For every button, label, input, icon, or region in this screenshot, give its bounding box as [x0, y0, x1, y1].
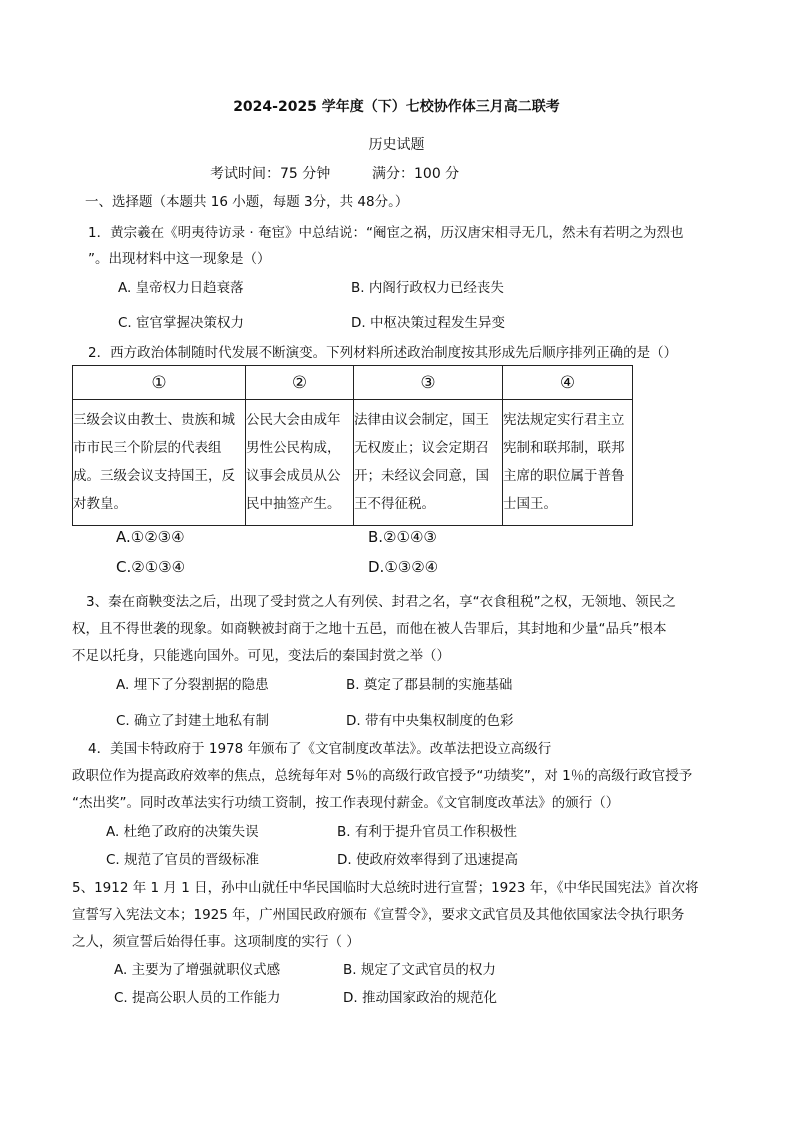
q2-cell-4-text: 宪法规定实行君主立宪制和联邦制，联邦主席的职位属于普鲁士国王。: [503, 412, 625, 512]
q5-stem-line2: 宣誓写入宪法文本；1925 年，广州国民政府颁布《宣誓令》，要求文武官员及其他依国家法令执行职务: [72, 907, 685, 923]
q5-option-b: B. 规定了文武官员的权力: [343, 962, 496, 978]
q4-stem-line2: 政职位作为提高政府效率的焦点，总统每年对 5％的高级行政官授予“功绩奖”，对 1％的高级行政官授予: [72, 768, 693, 784]
q2-cell-2: [246, 400, 354, 526]
q2-cell-3-text: 法律由议会制定，国王无权废止；议会定期召开；未经议会同意，国王不得征税。: [354, 412, 489, 512]
q3-option-c: C. 确立了封建土地私有制: [116, 713, 270, 729]
q4-option-a: A. 杜绝了政府的决策失误: [106, 824, 259, 840]
q2-option-c: C.②①③④: [116, 558, 186, 576]
q3-stem-line2: 权，且不得世袭的现象。如商鞅被封商于之地十五邑，而他在被人告罪后，其封地和少量“品兵”根本: [72, 621, 667, 637]
q2-stem: 2．西方政治体制随时代发展不断演变。下列材料所述政治制度按其形成先后顺序排列正确的是（）: [88, 345, 678, 361]
q1-option-b: B. 内阁行政权力已经丧失: [351, 280, 504, 296]
section-heading: 一、选择题（本题共 16 小题，每题 3分，共 48分。）: [85, 194, 409, 210]
q2-option-d: D.①③②④: [368, 558, 439, 576]
q2-header-4: ④: [503, 366, 633, 400]
q5-stem-line1: 5、1912 年 1 月 1 日，孙中山就任中华民国临时大总统时进行宣誓；1923 年，《中华民国宪法》首次将: [72, 880, 699, 896]
q4-stem-line1: 4．美国卡特政府于 1978 年颁布了《文官制度改革法》。改革法把设立高级行: [88, 741, 552, 757]
q5-stem-line3: 之人，须宣誓后始得任事。这项制度的实行（ ）: [72, 934, 360, 950]
q3-option-b: B. 奠定了郡县制的实施基础: [346, 677, 513, 693]
q4-option-b: B. 有利于提升官员工作积极性: [337, 824, 517, 840]
q2-table: [72, 365, 633, 526]
q5-option-a: A. 主要为了增强就职仪式感: [114, 962, 281, 978]
exam-time: 考试时间：75 分钟: [210, 166, 331, 182]
q2-option-b: B.②①④③: [368, 528, 437, 546]
exam-title: 2024-2025 学年度（下）七校协作体三月高二联考: [233, 99, 560, 115]
q1-stem-line2: ”。出现材料中这一现象是（）: [88, 251, 271, 267]
q1-option-c: C. 宦官掌握决策权力: [118, 315, 245, 331]
exam-subject: 历史试题: [368, 137, 425, 153]
q3-option-a: A. 埋下了分裂割据的隐患: [116, 677, 269, 693]
q3-stem-line1: 3、秦在商鞅变法之后，出现了受封赏之人有列侯、封君之名，享“衣食租税”之权，无领地、领民之: [86, 594, 676, 610]
q2-header-2: ②: [246, 366, 354, 400]
q4-option-c: C. 规范了官员的晋级标准: [106, 852, 260, 868]
q3-stem-line3: 不足以托身，只能逃向国外。可见，变法后的秦国封赏之举（）: [72, 648, 450, 664]
q2-header-3: ③: [354, 366, 503, 400]
q2-cell-1-text: 三级会议由教士、贵族和城市市民三个阶层的代表组成。三级会议支持国王，反对教皇。: [73, 412, 235, 512]
q1-option-d: D. 中枢决策过程发生异变: [351, 315, 505, 331]
q4-option-d: D. 使政府效率得到了迅速提高: [337, 852, 518, 868]
q2-cell-4: [503, 400, 633, 526]
q1-stem-line1: 1．黄宗羲在《明夷待访录 · 奄宦》中总结说：“阉宦之祸，历汉唐宋相寻无几，然未有若明之为烈也: [88, 225, 684, 241]
q2-header-1: ①: [73, 366, 246, 400]
exam-score: 满分：100 分: [372, 166, 460, 182]
q2-option-a: A.①②③④: [116, 528, 185, 546]
q5-option-d: D. 推动国家政治的规范化: [343, 990, 497, 1006]
q5-option-c: C. 提高公职人员的工作能力: [114, 990, 281, 1006]
q4-stem-line3: “杰出奖”。同时改革法实行功绩工资制，按工作表现付薪金。《文官制度改革法》的颁行（）: [72, 795, 620, 811]
q2-cell-1: [73, 400, 246, 526]
q2-cell-2-text: 公民大会由成年男性公民构成，议事会成员从公民中抽签产生。: [246, 412, 341, 512]
q1-option-a: A. 皇帝权力日趋衰落: [118, 280, 244, 296]
q3-option-d: D. 带有中央集权制度的色彩: [346, 713, 514, 729]
q2-cell-3: [354, 400, 503, 526]
